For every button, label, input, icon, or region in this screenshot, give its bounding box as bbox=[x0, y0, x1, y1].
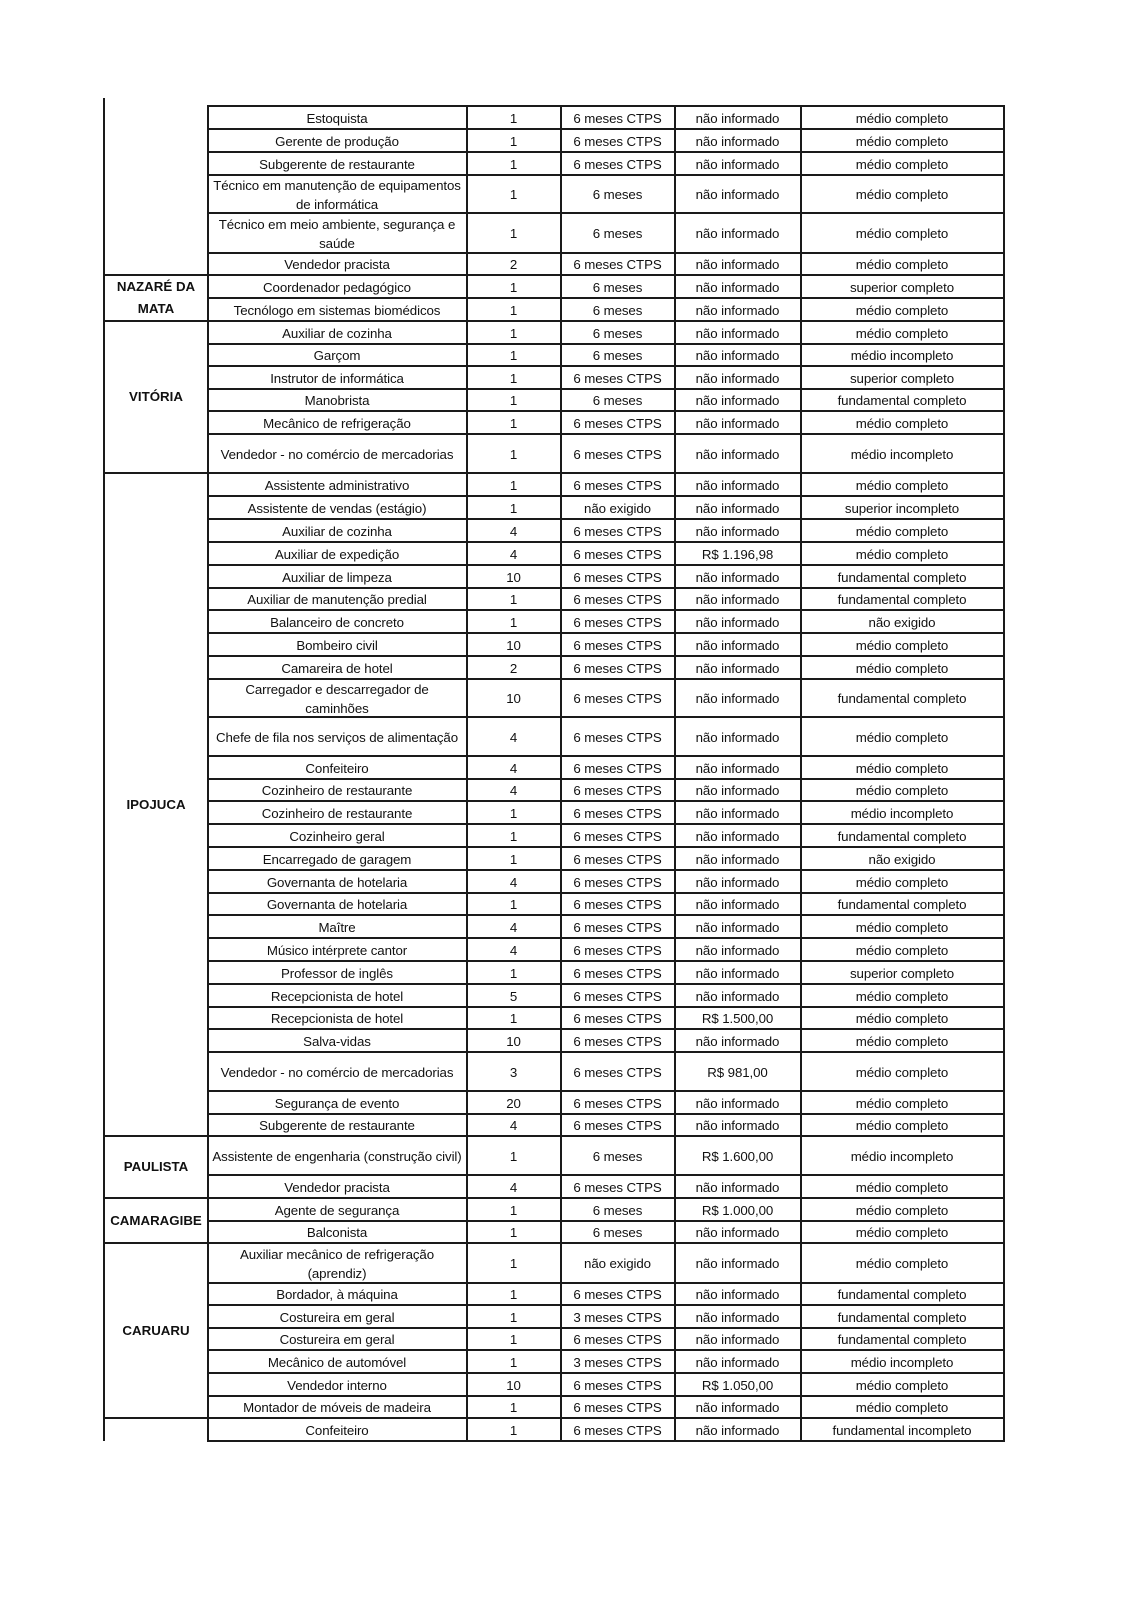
experience-cell: 6 meses CTPS bbox=[573, 691, 662, 706]
experience-cell: 6 meses bbox=[592, 1148, 643, 1164]
salary-cell: não informado bbox=[695, 614, 780, 630]
vacancies-cell: 20 bbox=[506, 1095, 521, 1111]
salary-cell: não informado bbox=[695, 1179, 780, 1195]
experience-cell: 6 meses CTPS bbox=[573, 1422, 662, 1438]
occupation-cell: Cozinheiro geral bbox=[289, 828, 385, 844]
occupation-cell: Professor de inglês bbox=[281, 965, 393, 981]
education-cell: médio completo bbox=[855, 523, 949, 539]
experience-cell: não exigido bbox=[584, 1256, 651, 1271]
region-label: NAZARÉ DA MATA bbox=[116, 279, 196, 316]
experience-cell: 6 meses CTPS bbox=[573, 1118, 662, 1133]
occupation-cell: Vendedor pracista bbox=[284, 257, 390, 272]
education-cell: médio completo bbox=[855, 187, 949, 202]
vacancies-cell: 4 bbox=[509, 760, 518, 776]
experience-cell: 6 meses CTPS bbox=[573, 783, 662, 798]
experience-cell: 6 meses CTPS bbox=[573, 446, 662, 462]
experience-cell: 6 meses CTPS bbox=[573, 965, 662, 981]
salary-cell: não informado bbox=[695, 156, 780, 172]
occupation-cell: Segurança de evento bbox=[274, 1095, 400, 1111]
education-cell: médio completo bbox=[855, 415, 949, 431]
occupation-cell: Confeiteiro bbox=[305, 760, 369, 776]
experience-cell: 6 meses CTPS bbox=[573, 614, 662, 630]
salary-cell: não informado bbox=[695, 828, 780, 844]
occupation-cell: Vendedor pracista bbox=[284, 1179, 390, 1195]
experience-cell: 6 meses CTPS bbox=[573, 569, 662, 585]
vacancies-cell: 1 bbox=[509, 828, 518, 844]
occupation-cell: Encarregado de garagem bbox=[262, 851, 412, 867]
education-cell: médio completo bbox=[855, 257, 949, 272]
salary-cell: não informado bbox=[695, 500, 780, 516]
experience-cell: 6 meses CTPS bbox=[573, 523, 662, 539]
region-divider bbox=[103, 274, 207, 276]
education-cell: médio completo bbox=[855, 1256, 949, 1271]
education-cell: médio completo bbox=[855, 783, 949, 798]
salary-cell: R$ 1.600,00 bbox=[701, 1148, 774, 1164]
column-divider bbox=[1003, 105, 1005, 1442]
occupation-cell: Auxiliar de cozinha bbox=[282, 325, 392, 341]
vacancies-cell: 1 bbox=[509, 325, 518, 341]
salary-cell: não informado bbox=[695, 783, 780, 798]
education-cell: médio completo bbox=[855, 325, 949, 341]
salary-cell: não informado bbox=[695, 393, 780, 408]
occupation-cell: Mecânico de automóvel bbox=[267, 1354, 407, 1370]
vacancies-cell: 4 bbox=[509, 729, 518, 745]
vacancies-cell: 1 bbox=[509, 393, 518, 408]
occupation-cell: Técnico em meio ambiente, segurança e saúde bbox=[218, 216, 456, 251]
occupation-cell: Carregador e descarregador de caminhões bbox=[245, 681, 429, 716]
vacancies-cell: 4 bbox=[509, 1179, 518, 1195]
education-cell: médio incompleto bbox=[850, 1148, 954, 1164]
vacancies-cell: 1 bbox=[509, 1422, 518, 1438]
education-cell: fundamental completo bbox=[837, 828, 967, 844]
experience-cell: 6 meses CTPS bbox=[573, 660, 662, 676]
region-left-border bbox=[103, 98, 105, 1441]
education-cell: médio completo bbox=[855, 1202, 949, 1218]
occupation-cell: Recepcionista de hotel bbox=[270, 1011, 404, 1026]
education-cell: médio completo bbox=[855, 1179, 949, 1195]
education-cell: médio completo bbox=[855, 477, 949, 493]
occupation-cell: Subgerente de restaurante bbox=[259, 156, 415, 172]
salary-cell: não informado bbox=[695, 325, 780, 341]
education-cell: médio completo bbox=[855, 637, 949, 653]
experience-cell: 6 meses CTPS bbox=[573, 897, 662, 912]
education-cell: fundamental completo bbox=[837, 1287, 967, 1302]
column-divider bbox=[674, 105, 676, 1442]
education-cell: médio completo bbox=[855, 156, 949, 172]
experience-cell: 6 meses CTPS bbox=[573, 156, 662, 172]
occupation-cell: Auxiliar mecânico de refrigeração (aprendiz) bbox=[239, 1246, 435, 1281]
vacancies-cell: 1 bbox=[509, 348, 518, 363]
salary-cell: não informado bbox=[695, 729, 780, 745]
experience-cell: 6 meses bbox=[592, 1225, 643, 1240]
experience-cell: 6 meses CTPS bbox=[573, 415, 662, 431]
occupation-cell: Cozinheiro de restaurante bbox=[261, 805, 413, 821]
experience-cell: 6 meses CTPS bbox=[573, 477, 662, 493]
salary-cell: não informado bbox=[695, 660, 780, 676]
education-cell: fundamental completo bbox=[837, 897, 967, 912]
education-cell: médio completo bbox=[855, 1225, 949, 1240]
salary-cell: não informado bbox=[695, 348, 780, 363]
salary-cell: não informado bbox=[695, 897, 780, 912]
column-divider bbox=[800, 105, 802, 1442]
experience-cell: não exigido bbox=[584, 500, 651, 516]
vacancies-cell: 1 bbox=[509, 965, 518, 981]
vacancies-cell: 10 bbox=[506, 691, 521, 706]
education-cell: médio completo bbox=[855, 1400, 949, 1415]
experience-cell: 6 meses CTPS bbox=[573, 1377, 662, 1393]
experience-cell: 6 meses CTPS bbox=[573, 919, 662, 935]
salary-cell: não informado bbox=[695, 133, 780, 149]
salary-cell: R$ 1.000,00 bbox=[701, 1202, 774, 1218]
vacancies-cell: 4 bbox=[509, 942, 518, 958]
salary-cell: R$ 1.196,98 bbox=[701, 546, 774, 562]
column-divider bbox=[466, 105, 468, 1442]
region-label bbox=[105, 106, 207, 275]
occupation-cell: Assistente de engenharia (construção civil) bbox=[212, 1148, 462, 1164]
education-cell: médio completo bbox=[855, 1033, 949, 1049]
education-cell: não exigido bbox=[868, 851, 936, 867]
education-cell: médio completo bbox=[855, 874, 949, 890]
experience-cell: 6 meses bbox=[592, 325, 643, 341]
occupation-cell: Músico intérprete cantor bbox=[266, 942, 408, 958]
experience-cell: 6 meses bbox=[592, 302, 643, 318]
vacancies-cell: 1 bbox=[509, 897, 518, 912]
experience-cell: 6 meses bbox=[592, 1202, 643, 1218]
vacancies-cell: 1 bbox=[509, 1354, 518, 1370]
education-cell: médio incompleto bbox=[850, 348, 954, 363]
region-divider bbox=[103, 1417, 207, 1419]
occupation-cell: Vendedor interno bbox=[287, 1377, 387, 1393]
salary-cell: não informado bbox=[695, 1256, 780, 1271]
occupation-cell: Assistente de vendas (estágio) bbox=[247, 500, 427, 516]
occupation-cell: Auxiliar de cozinha bbox=[282, 523, 392, 539]
education-cell: fundamental completo bbox=[837, 393, 967, 408]
salary-cell: não informado bbox=[695, 370, 780, 386]
salary-cell: R$ 1.050,00 bbox=[701, 1377, 774, 1393]
occupation-cell: Tecnólogo em sistemas biomédicos bbox=[233, 302, 441, 318]
experience-cell: 6 meses CTPS bbox=[573, 1332, 662, 1347]
vacancies-cell: 1 bbox=[509, 226, 518, 241]
salary-cell: não informado bbox=[695, 415, 780, 431]
education-cell: médio completo bbox=[855, 919, 949, 935]
region-divider bbox=[103, 1197, 207, 1199]
experience-cell: 6 meses CTPS bbox=[573, 546, 662, 562]
occupation-cell: Técnico em manutenção de equipamentos de informática bbox=[213, 177, 461, 212]
salary-cell: não informado bbox=[695, 569, 780, 585]
salary-cell: R$ 1.500,00 bbox=[701, 1011, 774, 1026]
occupation-cell: Manobrista bbox=[304, 393, 370, 408]
salary-cell: não informado bbox=[695, 942, 780, 958]
occupation-cell: Montador de móveis de madeira bbox=[243, 1400, 431, 1415]
vacancies-cell: 1 bbox=[509, 133, 518, 149]
education-cell: médio completo bbox=[855, 1377, 949, 1393]
vacancies-cell: 1 bbox=[509, 1148, 518, 1164]
column-divider bbox=[207, 105, 209, 1442]
occupation-cell: Costureira em geral bbox=[279, 1309, 395, 1325]
vacancies-cell: 1 bbox=[509, 1256, 518, 1271]
education-cell: médio incompleto bbox=[850, 446, 954, 462]
experience-cell: 6 meses bbox=[592, 187, 643, 202]
experience-cell: 6 meses CTPS bbox=[573, 1011, 662, 1026]
vacancies-cell: 10 bbox=[506, 1033, 521, 1049]
vacancies-cell: 1 bbox=[509, 477, 518, 493]
salary-cell: não informado bbox=[695, 805, 780, 821]
salary-cell: não informado bbox=[695, 874, 780, 890]
occupation-cell: Balconista bbox=[306, 1225, 368, 1240]
vacancies-cell: 1 bbox=[509, 187, 518, 202]
vacancies-cell: 1 bbox=[509, 446, 518, 462]
occupation-cell: Gerente de produção bbox=[275, 133, 399, 149]
experience-cell: 6 meses CTPS bbox=[573, 760, 662, 776]
education-cell: médio completo bbox=[855, 1011, 949, 1026]
occupation-cell: Bombeiro civil bbox=[296, 637, 378, 653]
education-cell: superior completo bbox=[850, 965, 954, 981]
vacancies-cell: 1 bbox=[509, 370, 518, 386]
experience-cell: 6 meses CTPS bbox=[573, 828, 662, 844]
occupation-cell: Camareira de hotel bbox=[281, 660, 393, 676]
region-label: PAULISTA bbox=[123, 1159, 189, 1174]
salary-cell: não informado bbox=[695, 691, 780, 706]
experience-cell: 6 meses CTPS bbox=[573, 1033, 662, 1049]
education-cell: médio completo bbox=[855, 1064, 949, 1080]
salary-cell: não informado bbox=[695, 446, 780, 462]
experience-cell: 6 meses bbox=[592, 348, 643, 363]
occupation-cell: Balanceiro de concreto bbox=[270, 614, 404, 630]
occupation-cell: Governanta de hotelaria bbox=[266, 874, 408, 890]
vacancies-cell: 1 bbox=[509, 1287, 518, 1302]
occupation-cell: Auxiliar de expedição bbox=[274, 546, 400, 562]
occupation-cell: Agente de segurança bbox=[274, 1202, 400, 1218]
education-cell: superior incompleto bbox=[844, 500, 960, 516]
column-divider bbox=[560, 105, 562, 1442]
education-cell: médio completo bbox=[855, 1095, 949, 1111]
vacancies-cell: 10 bbox=[506, 637, 521, 653]
vacancies-cell: 5 bbox=[509, 988, 518, 1004]
salary-cell: não informado bbox=[695, 187, 780, 202]
experience-cell: 6 meses CTPS bbox=[573, 805, 662, 821]
vacancies-cell: 10 bbox=[506, 569, 521, 585]
vacancies-cell: 1 bbox=[509, 1011, 518, 1026]
occupation-cell: Coordenador pedagógico bbox=[263, 279, 411, 295]
occupation-cell: Mecânico de refrigeração bbox=[263, 415, 411, 431]
occupation-cell: Salva-vidas bbox=[303, 1033, 371, 1049]
salary-cell: não informado bbox=[695, 226, 780, 241]
vacancies-cell: 10 bbox=[506, 1377, 521, 1393]
salary-cell: não informado bbox=[695, 1287, 780, 1302]
occupation-cell: Vendedor - no comércio de mercadorias bbox=[220, 1064, 454, 1080]
education-cell: médio completo bbox=[855, 546, 949, 562]
occupation-cell: Cozinheiro de restaurante bbox=[261, 783, 413, 798]
occupation-cell: Bordador, à máquina bbox=[276, 1287, 398, 1302]
vacancies-cell: 1 bbox=[509, 592, 518, 607]
experience-cell: 3 meses CTPS bbox=[573, 1309, 662, 1325]
vacancies-cell: 1 bbox=[509, 156, 518, 172]
education-cell: médio completo bbox=[855, 1118, 949, 1133]
salary-cell: não informado bbox=[695, 1118, 780, 1133]
salary-cell: não informado bbox=[695, 1422, 780, 1438]
salary-cell: não informado bbox=[695, 1225, 780, 1240]
vacancies-cell: 1 bbox=[509, 805, 518, 821]
experience-cell: 6 meses CTPS bbox=[573, 1095, 662, 1111]
education-cell: fundamental incompleto bbox=[832, 1422, 972, 1438]
region-label bbox=[105, 1418, 207, 1441]
salary-cell: R$ 981,00 bbox=[707, 1064, 768, 1080]
education-cell: médio completo bbox=[855, 729, 949, 745]
salary-cell: não informado bbox=[695, 988, 780, 1004]
vacancies-cell: 1 bbox=[509, 614, 518, 630]
education-cell: médio completo bbox=[855, 988, 949, 1004]
salary-cell: não informado bbox=[695, 110, 780, 126]
vacancies-cell: 3 bbox=[509, 1064, 518, 1080]
salary-cell: não informado bbox=[695, 279, 780, 295]
vacancies-cell: 1 bbox=[509, 851, 518, 867]
vacancies-cell: 2 bbox=[509, 257, 518, 272]
region-label: CAMARAGIBE bbox=[110, 1212, 202, 1228]
education-cell: médio completo bbox=[855, 760, 949, 776]
education-cell: médio completo bbox=[855, 660, 949, 676]
vacancies-cell: 4 bbox=[509, 546, 518, 562]
vacancies-cell: 1 bbox=[509, 110, 518, 126]
experience-cell: 6 meses CTPS bbox=[573, 637, 662, 653]
experience-cell: 6 meses CTPS bbox=[573, 370, 662, 386]
education-cell: médio completo bbox=[855, 110, 949, 126]
vacancies-cell: 1 bbox=[509, 1332, 518, 1347]
vacancies-cell: 4 bbox=[509, 919, 518, 935]
salary-cell: não informado bbox=[695, 1033, 780, 1049]
table-top-border bbox=[207, 105, 1005, 107]
occupation-cell: Auxiliar de limpeza bbox=[282, 569, 392, 585]
education-cell: superior completo bbox=[850, 370, 954, 386]
salary-cell: não informado bbox=[695, 477, 780, 493]
experience-cell: 3 meses CTPS bbox=[573, 1354, 662, 1370]
salary-cell: não informado bbox=[695, 1309, 780, 1325]
experience-cell: 6 meses CTPS bbox=[573, 1287, 662, 1302]
occupation-cell: Costureira em geral bbox=[279, 1332, 395, 1347]
education-cell: não exigido bbox=[868, 614, 936, 630]
occupation-cell: Instrutor de informática bbox=[270, 370, 404, 386]
experience-cell: 6 meses bbox=[592, 279, 643, 295]
region-divider bbox=[103, 1135, 207, 1137]
vacancies-cell: 4 bbox=[509, 1118, 518, 1133]
occupation-cell: Assistente administrativo bbox=[264, 477, 410, 493]
experience-cell: 6 meses bbox=[592, 393, 643, 408]
occupation-cell: Governanta de hotelaria bbox=[266, 897, 408, 912]
salary-cell: não informado bbox=[695, 257, 780, 272]
occupation-cell: Maître bbox=[318, 919, 356, 935]
salary-cell: não informado bbox=[695, 1332, 780, 1347]
vacancies-cell: 4 bbox=[509, 874, 518, 890]
vacancies-cell: 1 bbox=[509, 500, 518, 516]
vacancies-cell: 4 bbox=[509, 783, 518, 798]
education-cell: médio completo bbox=[855, 302, 949, 318]
education-cell: fundamental completo bbox=[837, 1309, 967, 1325]
occupation-cell: Garçom bbox=[313, 348, 361, 363]
vacancies-cell: 1 bbox=[509, 302, 518, 318]
vacancies-cell: 1 bbox=[509, 1202, 518, 1218]
salary-cell: não informado bbox=[695, 523, 780, 539]
education-cell: médio incompleto bbox=[850, 805, 954, 821]
salary-cell: não informado bbox=[695, 919, 780, 935]
experience-cell: 6 meses CTPS bbox=[573, 988, 662, 1004]
salary-cell: não informado bbox=[695, 760, 780, 776]
experience-cell: 6 meses CTPS bbox=[573, 133, 662, 149]
salary-cell: não informado bbox=[695, 637, 780, 653]
region-label: CARUARU bbox=[122, 1322, 190, 1338]
vacancies-cell: 1 bbox=[509, 1400, 518, 1415]
experience-cell: 6 meses CTPS bbox=[573, 874, 662, 890]
vacancies-cell: 1 bbox=[509, 1309, 518, 1325]
education-cell: médio completo bbox=[855, 133, 949, 149]
salary-cell: não informado bbox=[695, 851, 780, 867]
occupation-cell: Confeiteiro bbox=[305, 1422, 369, 1438]
education-cell: médio completo bbox=[855, 942, 949, 958]
salary-cell: não informado bbox=[695, 592, 780, 607]
education-cell: médio completo bbox=[855, 226, 949, 241]
experience-cell: 6 meses CTPS bbox=[573, 110, 662, 126]
region-label: IPOJUCA bbox=[126, 796, 186, 812]
vacancies-cell: 4 bbox=[509, 523, 518, 539]
experience-cell: 6 meses CTPS bbox=[573, 1400, 662, 1415]
vacancies-cell: 1 bbox=[509, 279, 518, 295]
experience-cell: 6 meses CTPS bbox=[573, 1179, 662, 1195]
region-divider bbox=[103, 1242, 207, 1244]
salary-cell: não informado bbox=[695, 302, 780, 318]
occupation-cell: Chefe de fila nos serviços de alimentação bbox=[215, 729, 459, 745]
salary-cell: não informado bbox=[695, 1095, 780, 1111]
region-divider bbox=[103, 320, 207, 322]
vacancies-cell: 1 bbox=[509, 1225, 518, 1240]
experience-cell: 6 meses CTPS bbox=[573, 592, 662, 607]
salary-cell: não informado bbox=[695, 1354, 780, 1370]
salary-cell: não informado bbox=[695, 965, 780, 981]
region-label: VITÓRIA bbox=[129, 389, 183, 404]
education-cell: fundamental completo bbox=[837, 592, 967, 607]
salary-cell: não informado bbox=[695, 1400, 780, 1415]
experience-cell: 6 meses CTPS bbox=[573, 729, 662, 745]
vacancies-cell: 1 bbox=[509, 415, 518, 431]
education-cell: fundamental completo bbox=[837, 569, 967, 585]
region-divider bbox=[103, 472, 207, 474]
occupation-cell: Estoquista bbox=[306, 110, 368, 126]
vacancies-cell: 2 bbox=[509, 660, 518, 676]
occupation-cell: Vendedor - no comércio de mercadorias bbox=[220, 446, 454, 462]
education-cell: fundamental completo bbox=[837, 691, 967, 706]
education-cell: fundamental completo bbox=[837, 1332, 967, 1347]
education-cell: superior completo bbox=[850, 279, 954, 295]
occupation-cell: Subgerente de restaurante bbox=[259, 1118, 415, 1133]
occupation-cell: Auxiliar de manutenção predial bbox=[247, 592, 427, 607]
occupation-cell: Recepcionista de hotel bbox=[270, 988, 404, 1004]
experience-cell: 6 meses CTPS bbox=[573, 257, 662, 272]
experience-cell: 6 meses bbox=[592, 226, 643, 241]
experience-cell: 6 meses CTPS bbox=[573, 1064, 662, 1080]
experience-cell: 6 meses CTPS bbox=[573, 851, 662, 867]
education-cell: médio incompleto bbox=[850, 1354, 954, 1370]
experience-cell: 6 meses CTPS bbox=[573, 942, 662, 958]
